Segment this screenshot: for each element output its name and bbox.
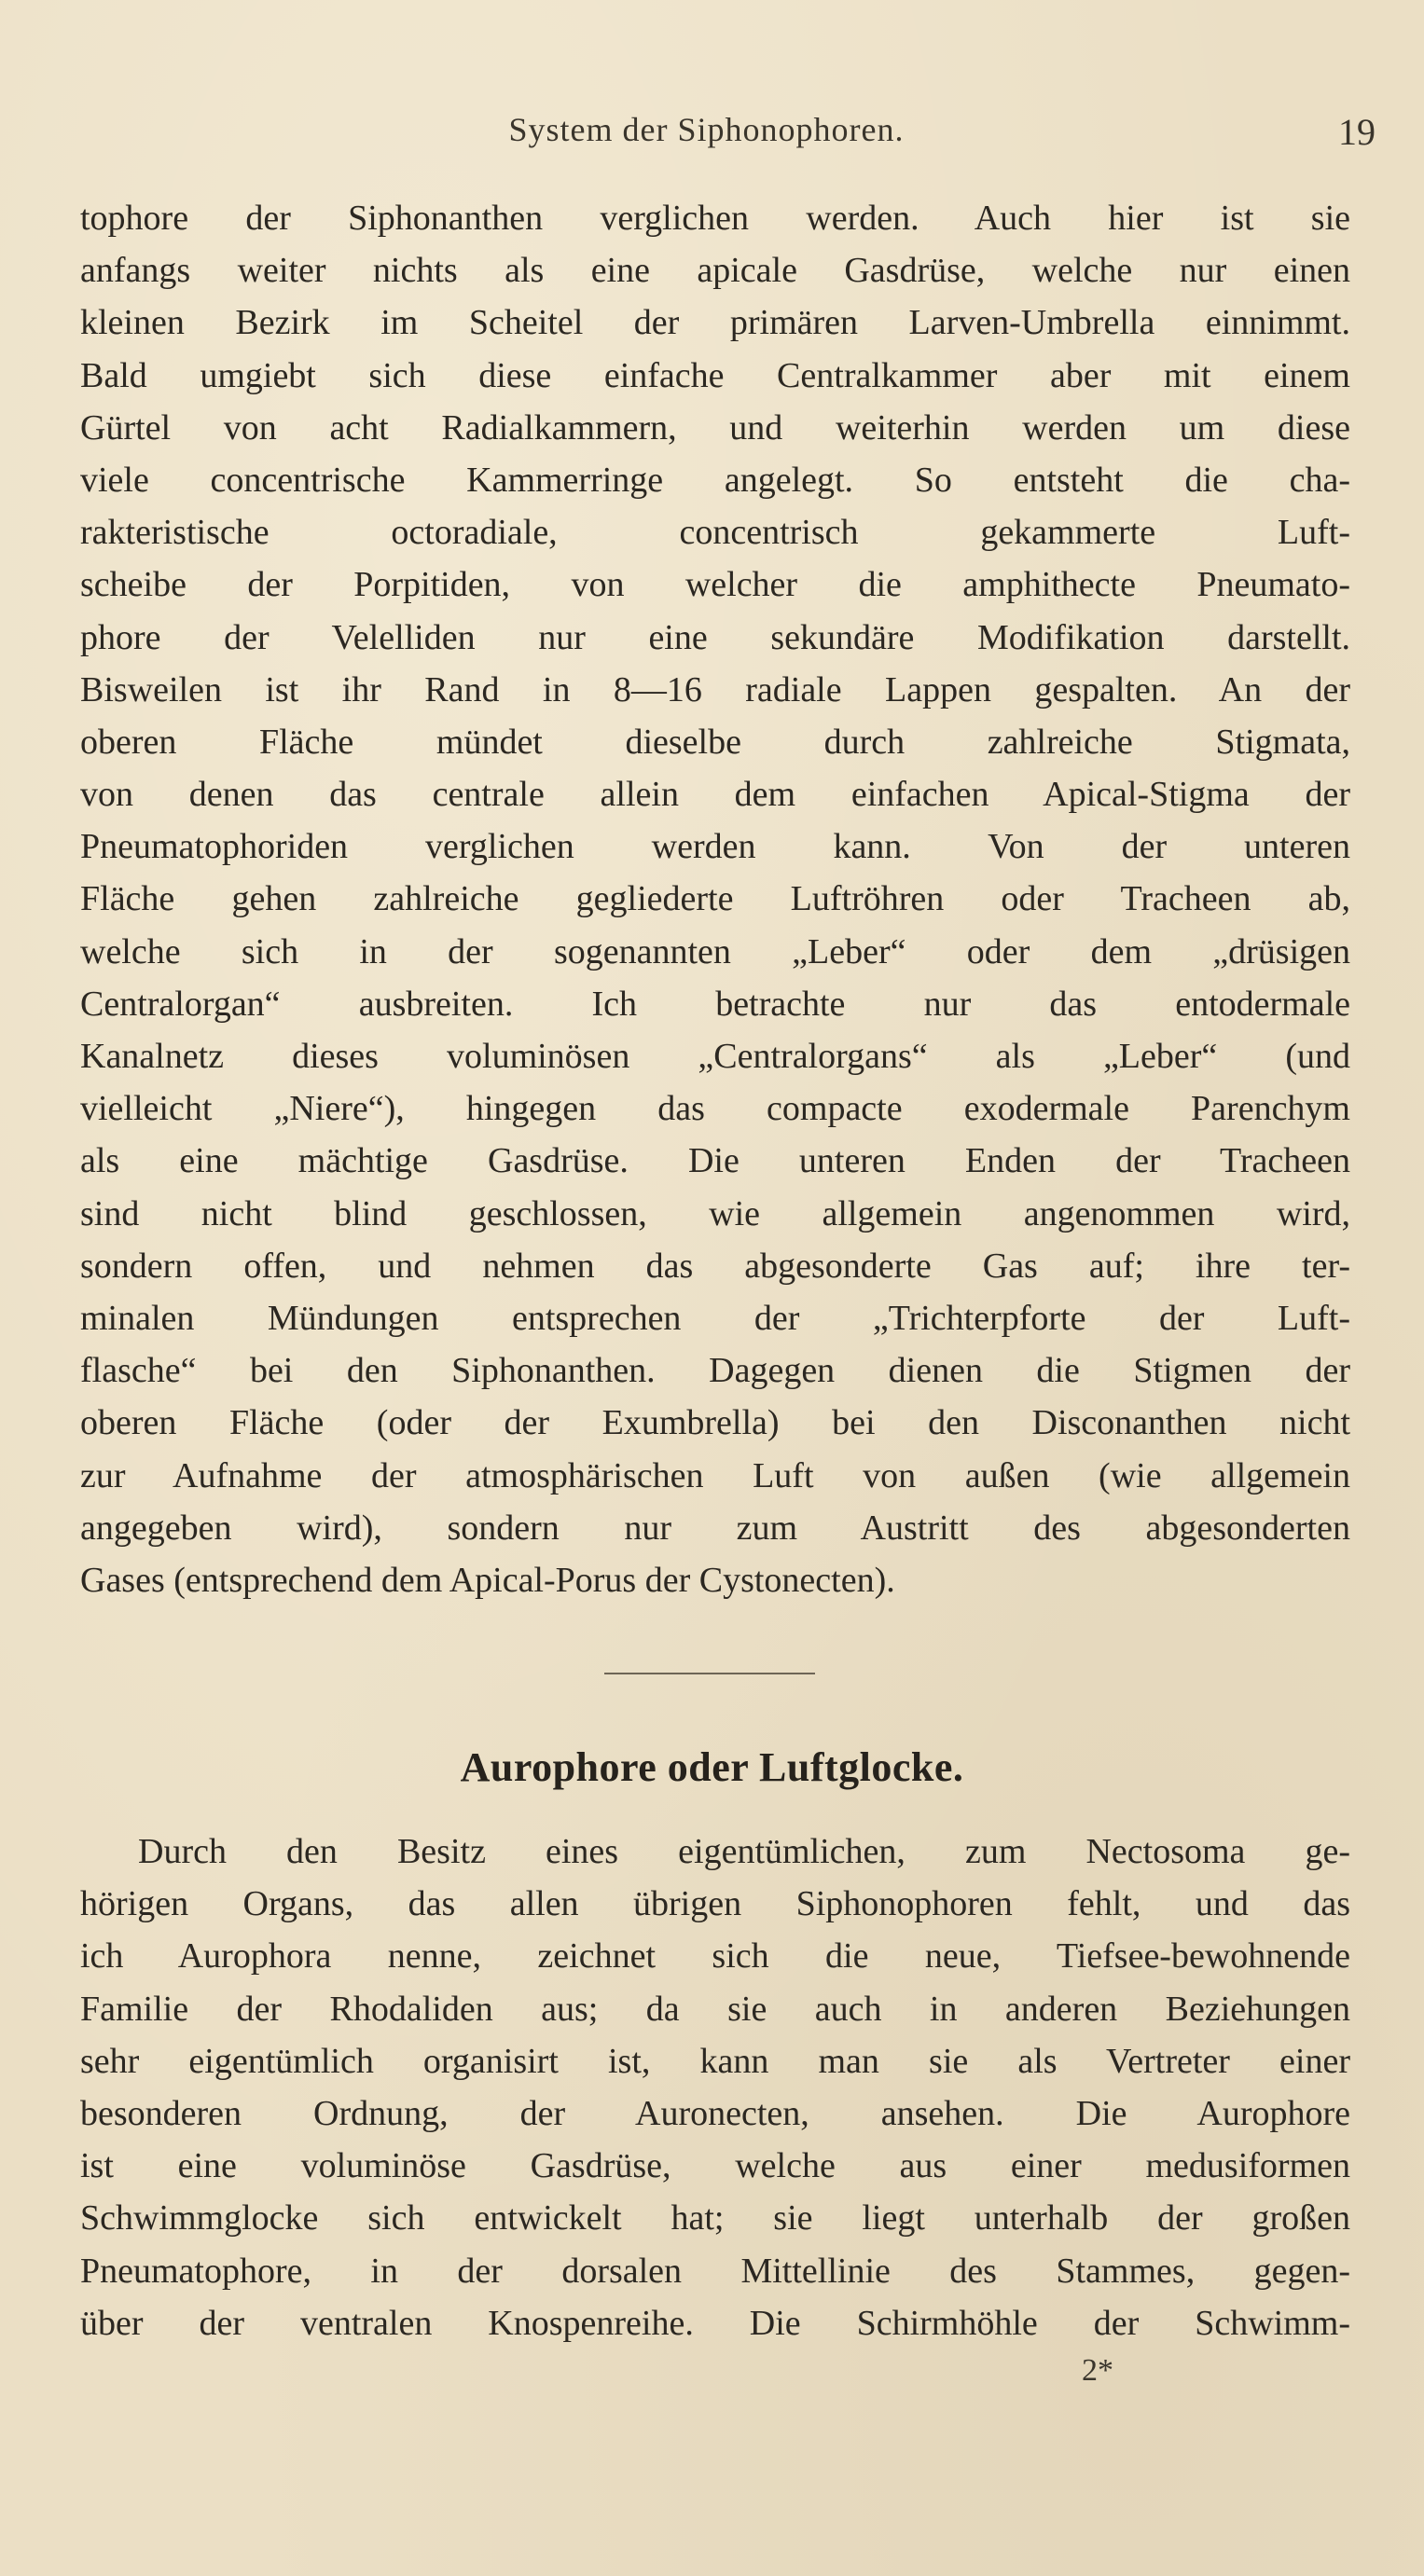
- text-line: minalen Mündungen entsprechen der „Trichterpforte der Luft-: [80, 1298, 1350, 1338]
- text-line: Gases (entsprechend dem Apical-Porus der Cystonecten).: [80, 1560, 895, 1600]
- text-line: anfangs weiter nichts als eine apicale Gasdrüse, welche nur einen: [80, 251, 1350, 291]
- paragraph-2: [80, 1825, 1350, 2349]
- text-line: Pneumatophoriden verglichen werden kann. Von der unteren: [80, 827, 1350, 867]
- text-line: Bisweilen ist ihr Rand in 8—16 radiale Lappen gespalten. An der: [80, 669, 1350, 709]
- text-line: Pneumatophore, in der dorsalen Mittellinie des Stammes, gegen-: [80, 2251, 1350, 2291]
- text-line: sind nicht blind geschlossen, wie allgemein angenommen wird,: [80, 1193, 1350, 1233]
- text-line: zur Aufnahme der atmosphärischen Luft von außen (wie allgemein: [80, 1455, 1350, 1495]
- text-line: ist eine voluminöse Gasdrüse, welche aus einer medusiformen: [80, 2146, 1350, 2186]
- text-line: Centralorgan“ ausbreiten. Ich betrachte nur das entodermale: [80, 984, 1350, 1024]
- running-title: System der Siphonophoren.: [508, 111, 905, 148]
- text-line: Durch den Besitz eines eigentümlichen, zum Nectosoma ge-: [138, 1832, 1350, 1871]
- text-line: besonderen Ordnung, der Auronecten, ansehen. Die Aurophore: [80, 2093, 1350, 2133]
- text-line: scheibe der Porpitiden, von welcher die amphithecte Pneumato-: [80, 565, 1350, 605]
- text-line: kleinen Bezirk im Scheitel der primären Larven-Umbrella einnimmt.: [80, 303, 1350, 343]
- text-line: Fläche gehen zahlreiche gegliederte Luftröhren oder Tracheen ab,: [80, 879, 1350, 919]
- text-line: flasche“ bei den Siphonanthen. Dagegen dienen die Stigmen der: [80, 1351, 1350, 1391]
- text-line: rakteristische octoradiale, concentrisch gekammerte Luft-: [80, 513, 1350, 553]
- text-line: sondern offen, und nehmen das abgesonderte Gas auf; ihre ter-: [80, 1246, 1350, 1286]
- text-line: Familie der Rhodaliden aus; da sie auch in anderen Beziehungen: [80, 1989, 1350, 2029]
- paragraph-1: [80, 192, 1350, 1606]
- text-line: Schwimmglocke sich entwickelt hat; sie liegt unterhalb der großen: [80, 2198, 1350, 2239]
- page-number: 19: [1338, 111, 1376, 153]
- text-line: viele concentrische Kammerringe angelegt. So entsteht die cha-: [80, 460, 1350, 500]
- text-line: Gürtel von acht Radialkammern, und weiterhin werden um diese: [80, 407, 1350, 448]
- running-header: [37, 110, 1376, 157]
- text-line: Kanalnetz dieses voluminösen „Centralorgans“ als „Leber“ (und: [80, 1037, 1350, 1076]
- text-line: angegeben wird), sondern nur zum Austritt des abgesonderten: [80, 1508, 1350, 1548]
- text-line: über der ventralen Knospenreihe. Die Schirmhöhle der Schwimm-: [80, 2303, 1350, 2343]
- text-line: ich Aurophora nenne, zeichnet sich die neue, Tiefsee-bewohnende: [80, 1936, 1350, 1977]
- text-line: oberen Fläche mündet dieselbe durch zahlreiche Stigmata,: [80, 722, 1350, 762]
- text-line: oberen Fläche (oder der Exumbrella) bei den Disconanthen nicht: [80, 1403, 1350, 1443]
- text-line: hörigen Organs, das allen übrigen Siphonophoren fehlt, und das: [80, 1884, 1350, 1924]
- text-line: tophore der Siphonanthen verglichen werden. Auch hier ist sie: [80, 199, 1350, 238]
- text-line: Bald umgiebt sich diese einfache Centralkammer aber mit einem: [80, 355, 1350, 395]
- section-heading: Aurophore oder Luftglocke.: [460, 1744, 964, 1790]
- text-line: sehr eigentümlich organisirt ist, kann man sie als Vertreter einer: [80, 2041, 1350, 2081]
- text-line: welche sich in der sogenannten „Leber“ oder dem „drüsigen: [80, 931, 1350, 971]
- text-line: vielleicht „Niere“), hingegen das compacte exodermale Parenchym: [80, 1089, 1350, 1129]
- text-line: als eine mächtige Gasdrüse. Die unteren Enden der Tracheen: [80, 1141, 1350, 1181]
- section-divider: [604, 1673, 815, 1674]
- signature-mark: 2*: [1082, 2353, 1113, 2388]
- text-line: phore der Velelliden nur eine sekundäre Modifikation darstellt.: [80, 617, 1350, 657]
- text-line: von denen das centrale allein dem einfachen Apical-Stigma der: [80, 775, 1350, 815]
